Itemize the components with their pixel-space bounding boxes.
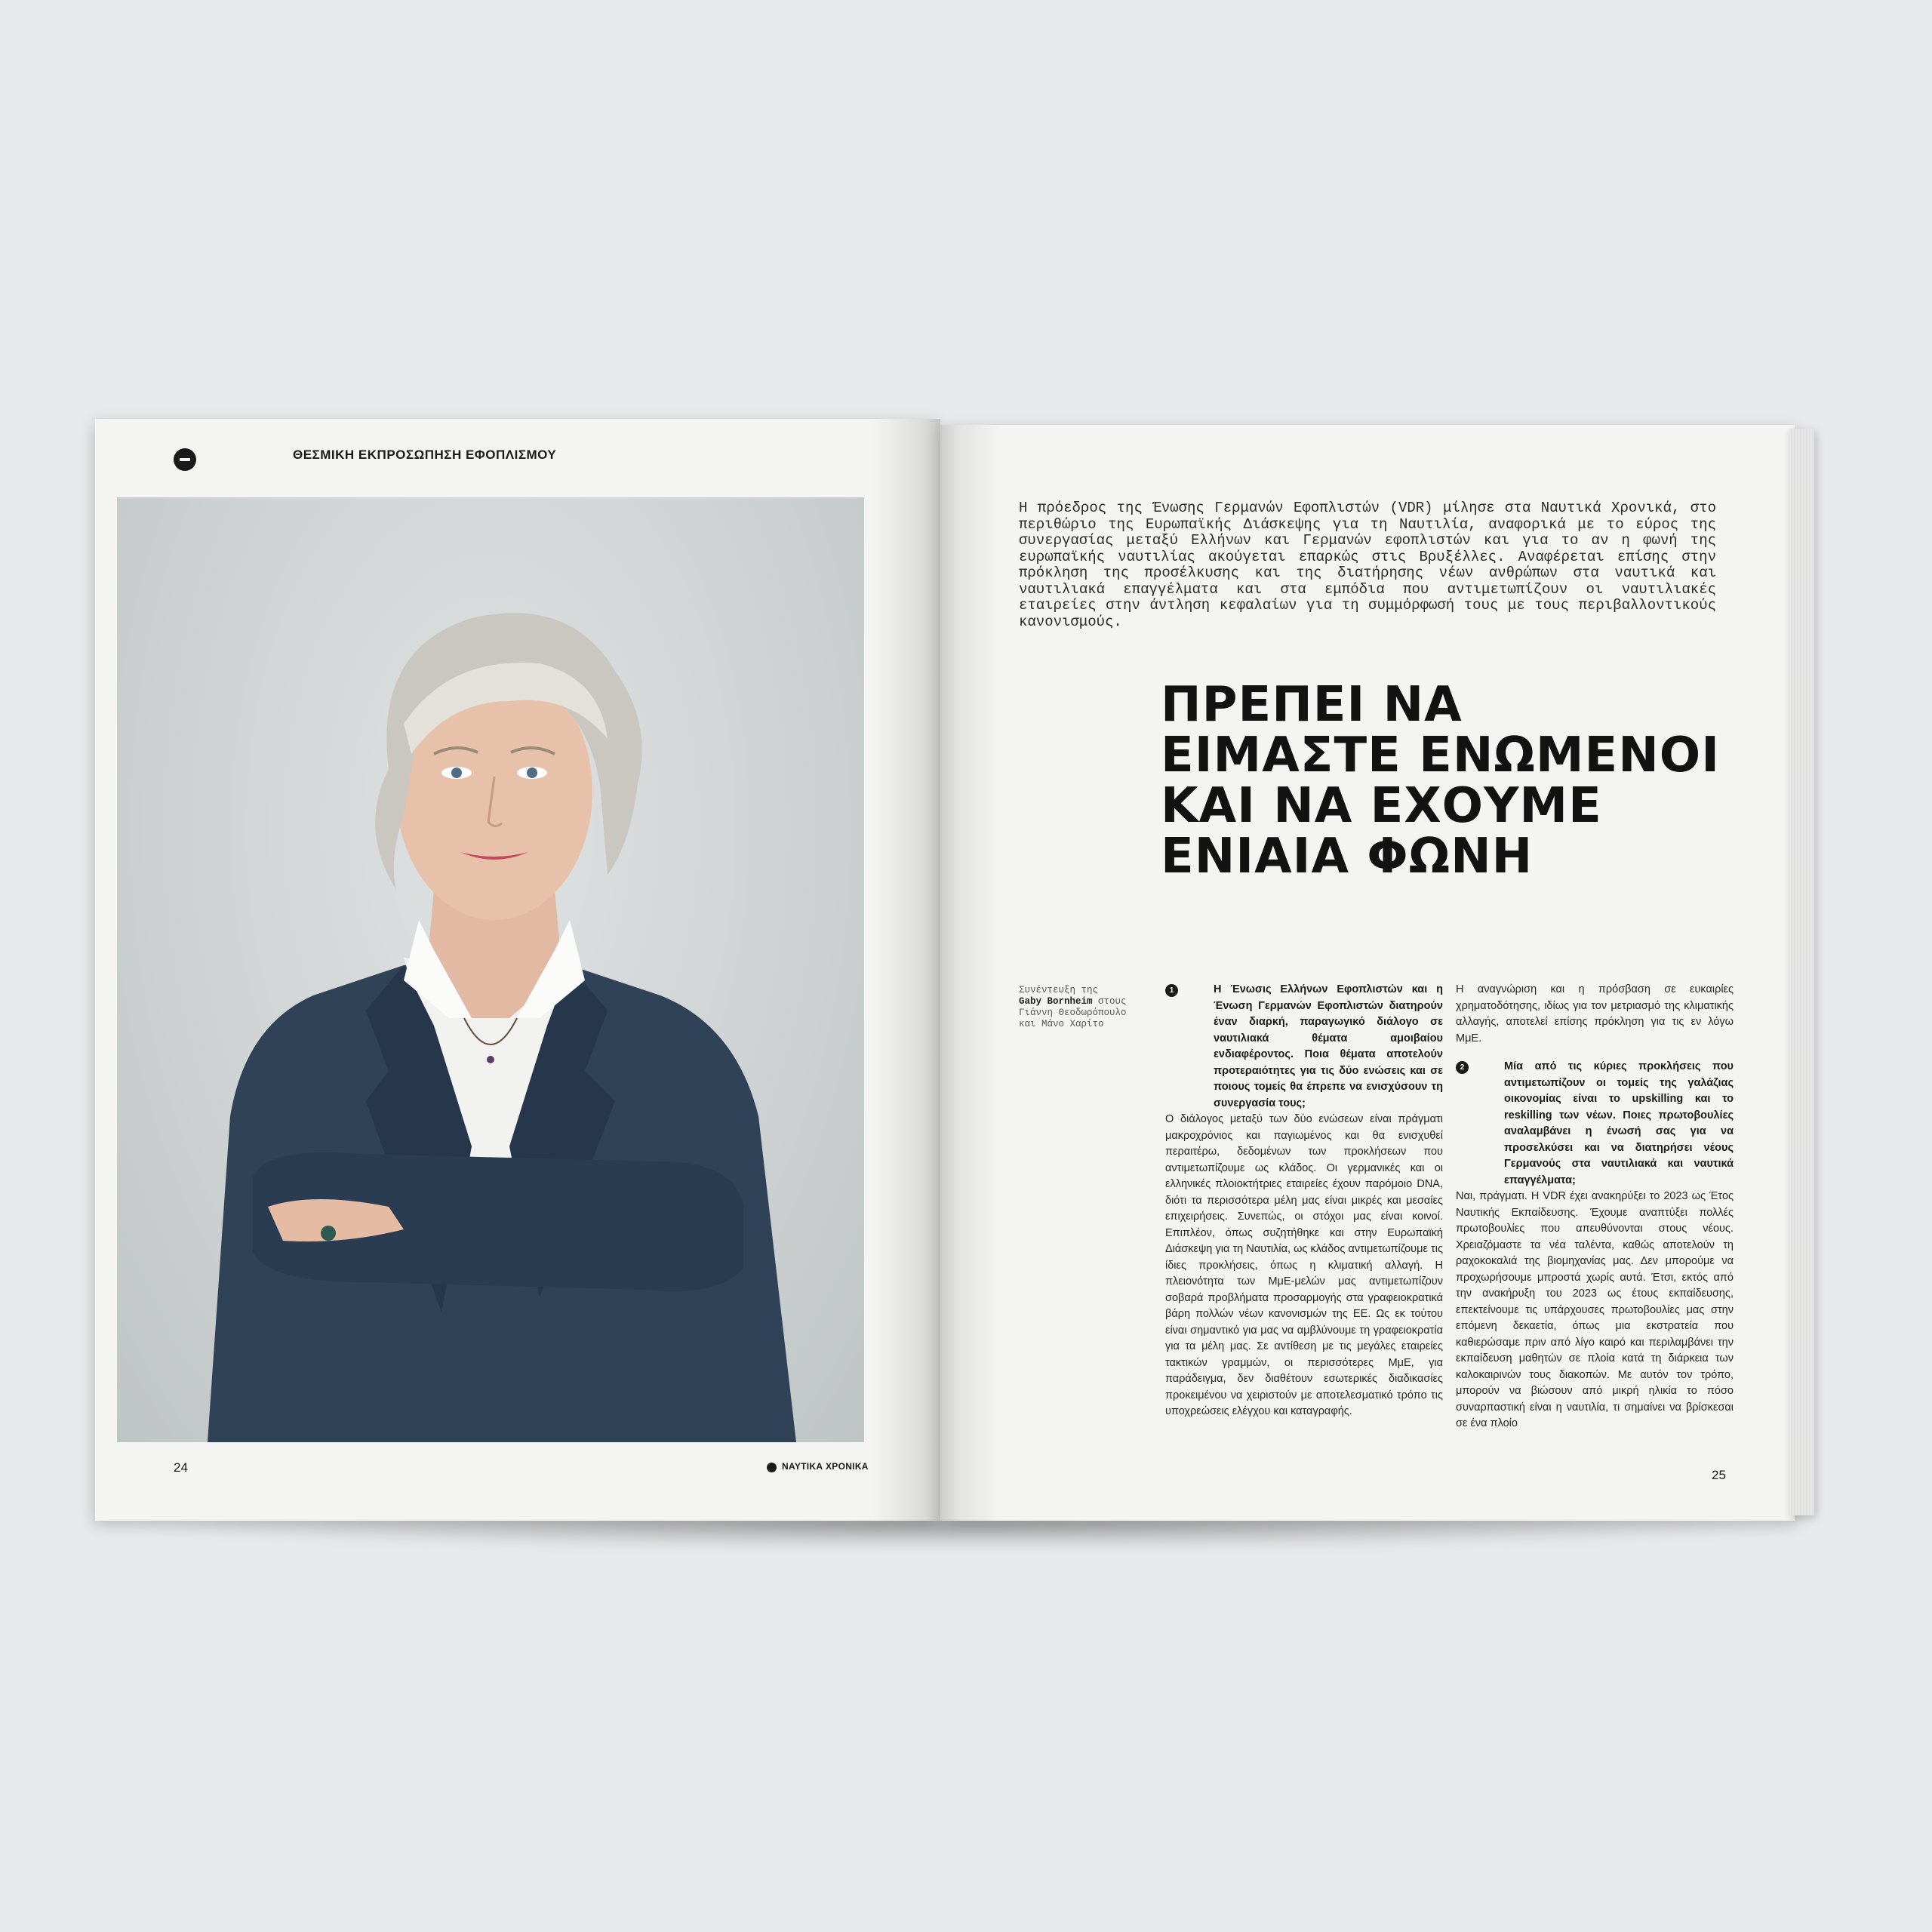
portrait-illustration [117, 497, 864, 1442]
question-text: Μία από τις κύριες προκλήσεις που αντιμετωπίζουν οι τομείς της γαλάζιας οικονομίας είναι το upskilling και το reskilling των νέων. Ποιες πρωτοβουλίες αναλαμβάνει η ένωσή σας για να προσελκύσει και να διατηρήσει νέους Γερμανούς στα ναυτιλιακά και ναυτικά επαγγέλματα; [1504, 1060, 1734, 1186]
headline-line-3: ΚΑΙ ΝΑ ΕΧΟΥΜΕ [1161, 778, 1602, 834]
magazine-name: ΝΑΥΤΙΚΑ ΧΡΟΝΙΚΑ [782, 1461, 869, 1472]
article-column-1 [1165, 982, 1443, 1420]
answer-continuation: Η αναγνώριση και η πρόσβαση σε ευκαιρίες χρηματοδότησης, ιδίως για τον μετριασμό της κλιματικής αλλαγής, αποτελεί επίσης πρόκληση για τις εν λόγω ΜμΕ. [1456, 983, 1734, 1044]
byline-suffix: στους Γιάννη Θεοδωρόπουλο και Μάνο Χαρίτο [1019, 996, 1127, 1029]
magazine-logo-icon [767, 1463, 777, 1472]
headline-line-2: ΕΙΜΑΣΤΕ ΕΝΩΜΕΝΟΙ [1161, 728, 1720, 783]
intro-paragraph: Η πρόεδρος της Ένωσης Γερμανών Εφοπλιστών (VDR) μίλησε στα Ναυτικά Χρονικά, στο περιθώριο της Ευρωπαϊκής Διάσκεψης για τη Ναυτιλία, αναφορικά με το εύρος της συνεργασίας μεταξύ Ελλήνων και Γερμανών εφοπλιστών και για το αν η φωνή της ευρωπαϊκής ναυτιλίας ακούγεται επαρκώς στις Βρυξέλλες. Αναφέρεται επίσης στην πρόκληση της προσέλκυσης και της διατήρησης νέων ανθρώπων στα ναυτικά και ναυτιλιακά επαγγέλματα και στα εμπόδια που αντιμετωπίζουν οι ναυτιλιακές εταιρείες στην άντληση κεφαλαίων για τη συμμόρφωσή τους με τους περιβαλλοντικούς κανονισμούς. [1019, 500, 1716, 630]
headline-line-1: ΠΡΕΠΕΙ ΝΑ [1161, 677, 1463, 733]
question-number-2-icon: 2 [1456, 1061, 1469, 1074]
left-page [95, 419, 940, 1521]
article-column-2 [1456, 982, 1734, 1432]
portrait-photo [117, 497, 864, 1442]
page-edges [1789, 429, 1814, 1515]
section-logo-icon [174, 448, 196, 471]
headline [1161, 677, 1764, 884]
answer-text: Ο διάλογος μεταξύ των δύο ενώσεων είναι πράγματι μακροχρόνιος και παγιωμένος και θα ενισχυθεί περαιτέρω, δεδομένων των προκλήσεων που αντιμετωπίζουμε ως κλάδος. Οι γερμανικές και οι ελληνικές πλοιοκτήτριες εταιρείες έχουν παρόμοιο DNA, διότι τα περισσότερα μέλη μας είναι μικρές και μεσαίες επιχειρήσεις. Συνεπώς, οι στόχοι μας είναι κοινοί. Επιπλέον, όπως συζητήθηκε και στην Ευρωπαϊκή Διάσκεψη για τη Ναυτιλία, ως κλάδος αντιμετωπίζουμε τις ίδιες προκλήσεις, όπως η κλιματική αλλαγή. Η πλειονότητα των ΜμΕ-μελών μας αντιμετωπίζουν σοβαρά προβλήματα προσαρμογής στα γραφειοκρατικά βάρη πολλών νέων κανονισμών της ΕΕ. Ως εκ τούτου είναι σημαντικό για μας να αμβλύνουμε τη γραφειοκρατία για τα μέλη μας. Σε αντίθεση με τις μεγάλες εταιρείες τακτικών γραμμών, οι περισσότερες ΜμΕ, για παράδειγμα, δεν διαθέτουν εσωτερικές διαδικασίες προκειμένου να χειριστούν με αποτελεσματικό τρόπο τις υποχρεώσεις ελέγχου και καταγραφής. [1165, 1113, 1443, 1417]
question-1 [1165, 982, 1443, 1112]
section-title: ΘΕΣΜΙΚΗ ΕΚΠΡΟΣΩΠΗΣΗ ΕΦΟΠΛΙΣΜΟΥ [293, 448, 557, 462]
interviewee-name: Gaby Bornheim [1019, 996, 1093, 1007]
headline-line-4: ΕΝΙΑΙΑ ΦΩΝΗ [1161, 829, 1534, 884]
right-page [940, 425, 1795, 1521]
byline [1019, 985, 1132, 1030]
byline-prefix: Συνέντευξη της [1019, 985, 1099, 995]
question-number-1-icon: 1 [1165, 984, 1178, 997]
answer-text: Ναι, πράγματι. Η VDR έχει ανακηρύξει το 2023 ως Έτος Ναυτικής Εκπαίδευσης. Έχουμε αναπτύξει πολλές πρωτοβουλίες που απευθύνονται στους νέους. Χρειαζόμαστε τα νέα ταλέντα, καθώς αποτελούν τη ραχοκοκαλιά της βιομηχανίας μας. Δεν μπορούμε να προχωρήσουμε μπροστά χωρίς αυτά. Έτσι, εκτός από την ανακήρυξη του 2023 ως έτους εκπαίδευσης, επεκτείνουμε τις υπάρχουσες πρωτοβουλίες μας στην επόμενη δεκαετία, όπως μια εκστρατεία που καθιερώσαμε πριν από λίγο καιρό και περιλαμβάνει την εκπαίδευση μαθητών σε πλοία κατά τη διάρκεια των καλοκαιρινών τους διακοπών. Με αυτόν τον τρόπο, μπορούν να βιώσουν από μικρή ηλικία το πόσο συναρπαστική είναι η ναυτιλία, τι σημαίνει να βρίσκεσαι σε ένα πλοίο [1456, 1190, 1734, 1429]
question-2 [1456, 1059, 1734, 1189]
page-number-right: 25 [1712, 1468, 1726, 1482]
page-number-left: 24 [174, 1460, 188, 1475]
question-text: Η Ένωσις Ελλήνων Εφοπλιστών και η Ένωση Γερμανών Εφοπλιστών διατηρούν έναν διαρκή, παραγωγικό διάλογο σε ναυτιλιακά θέματα αμοιβαίου ενδιαφέροντος. Ποια θέματα αποτελούν προτεραιότητες για τις δύο ενώσεις και σε ποιους τομείς θα έπρεπε να ενισχύσουν τη συνεργασία τους; [1214, 983, 1443, 1109]
